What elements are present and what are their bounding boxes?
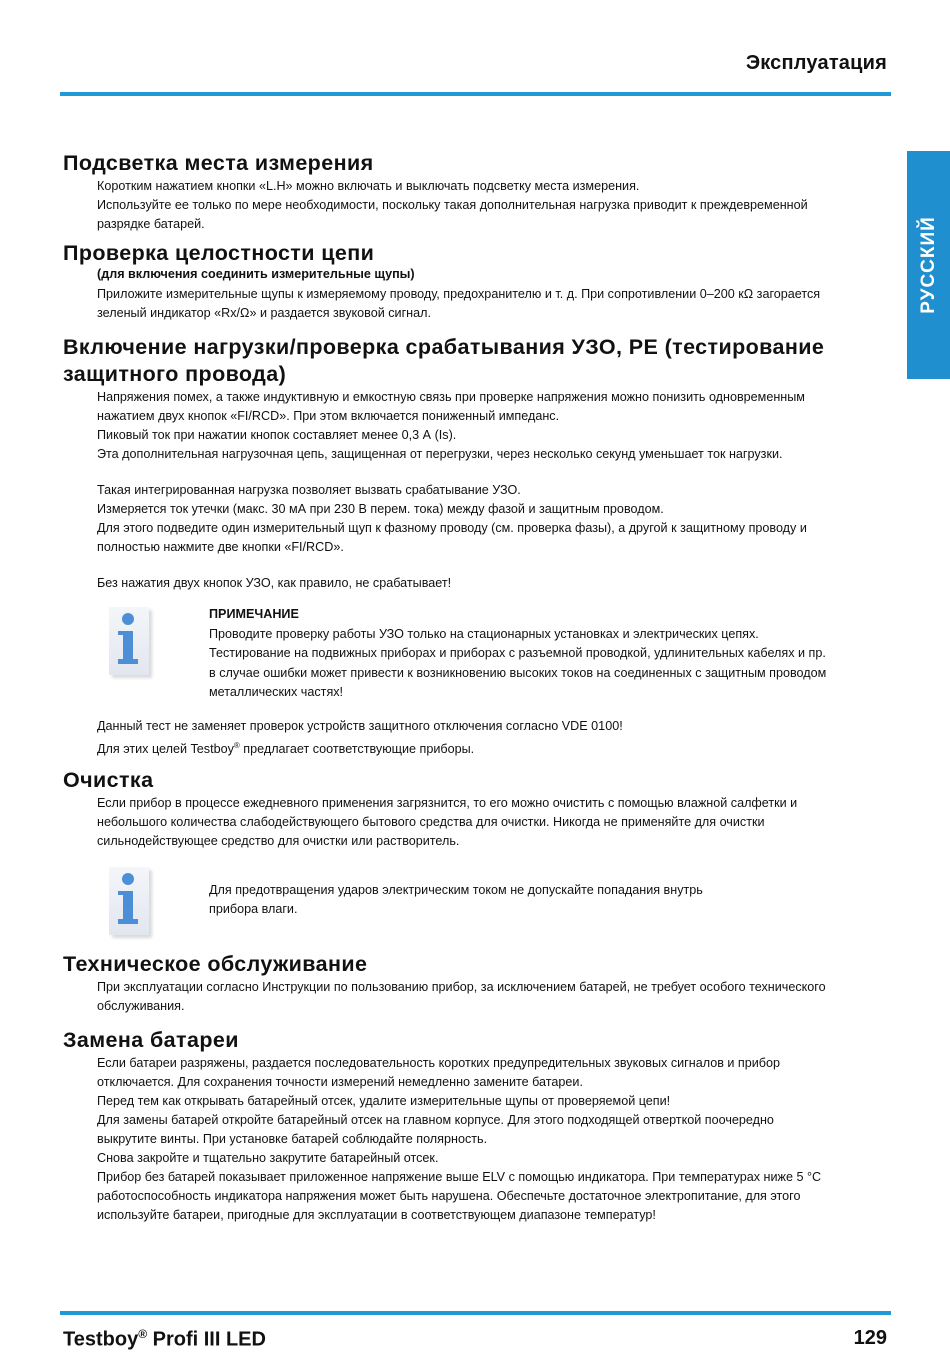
note-line: металлических частях! xyxy=(209,685,344,699)
section-body-rcd-end xyxy=(97,717,893,759)
paragraph-line: Если батареи разряжены, раздается последовательность коротких предупредительных звуковых сигналов и прибор xyxy=(97,1055,780,1070)
note-title: ПРИМЕЧАНИЕ xyxy=(209,607,299,621)
note-block-cleaning xyxy=(109,865,893,935)
section-heading-cleaning: Очистка xyxy=(63,767,154,792)
paragraph-line: обслуживания. xyxy=(97,998,185,1013)
paragraph-line: Для замены батарей откройте батарейный отсек на главном корпусе. Для этого подходящей отверткой поочередно xyxy=(97,1112,774,1127)
note-line: Проводите проверку работы УЗО только на стационарных установках и электрических цепях. xyxy=(209,626,759,641)
paragraph-line: сильнодействующее средство для очистки или растворитель. xyxy=(97,833,460,848)
paragraph-line: Эта дополнительная нагрузочная цепь, защищенная от перегрузки, через несколько секунд уменьшает ток нагрузки. xyxy=(97,447,783,461)
paragraph-line: При эксплуатации согласно Инструкции по пользованию прибор, за исключением батарей, не требует особого технического xyxy=(97,979,826,994)
section-heading-rcd-line2: защитного провода) xyxy=(63,362,287,386)
section-body-battery xyxy=(97,1054,893,1225)
section-body-maintenance xyxy=(97,978,893,1016)
page-number: 129 xyxy=(853,1327,887,1349)
note-text xyxy=(209,605,826,703)
paragraph-line: Пиковый ток при нажатии кнопок составляет менее 0,3 А (Is). xyxy=(97,428,457,442)
paragraph-line: Используйте ее только по мере необходимости, поскольку такая дополнительная нагрузка приводит к преждевременной xyxy=(97,198,808,212)
paragraph-line: нажатием двух кнопок «FI/RCD». При этом включается пониженный импеданс. xyxy=(97,409,560,423)
paragraph-line: используйте батареи, пригодные для эксплуатации в соответствующем диапазоне температур! xyxy=(97,1207,656,1222)
section-heading-backlight: Подсветка места измерения xyxy=(63,151,374,175)
section-heading-rcd-line1: Включение нагрузки/проверка срабатывания УЗО, PE (тестирование xyxy=(63,335,825,359)
footer-brand: Testboy xyxy=(63,1328,139,1351)
text-part: Для этих целей Testboy xyxy=(97,741,234,756)
section-body-continuity xyxy=(97,267,893,323)
paragraph-line: Измеряется ток утечки (макс. 30 мА при 230 В перем. тока) между фазой и защитным проводом. xyxy=(97,502,664,516)
section-subheading: (для включения соединить измерительные щупы) xyxy=(97,267,415,281)
note-line: Тестирование на подвижных приборах и приборах с разъемной проводкой, удлинительных кабелях и пр. xyxy=(209,646,826,660)
paragraph-line: разрядке батарей. xyxy=(97,217,205,231)
footer-product xyxy=(63,1327,266,1352)
paragraph-line: Перед тем как открывать батарейный отсек, удалите измерительные щупы от проверяемой цепи! xyxy=(97,1093,671,1108)
paragraph-line: полностью нажмите две кнопки «FI/RCD». xyxy=(97,540,344,554)
section-heading-battery: Замена батареи xyxy=(63,1027,239,1052)
info-icon xyxy=(109,607,149,675)
section-heading-continuity: Проверка целостности цепи xyxy=(63,241,375,265)
note-block-rcd xyxy=(109,605,893,703)
paragraph-line: Напряжения помех, а также индуктивную и емкостную связь при проверке напряжения можно понизить одновременным xyxy=(97,390,805,404)
paragraph-line: Снова закройте и тщательно закрутите батарейный отсек. xyxy=(97,1150,439,1165)
section-heading-maintenance: Техническое обслуживание xyxy=(63,951,368,976)
paragraph-line: Коротким нажатием кнопки «L.H» можно включать и выключать подсветку места измерения. xyxy=(97,179,640,193)
paragraph-gap xyxy=(97,557,893,574)
paragraph-line: отключается. Для сохранения точности измерений немедленно замените батареи. xyxy=(97,1074,583,1089)
paragraph-line: Приложите измерительные щупы к измеряемому проводу, предохранителю и т. д. При сопротивлении 0–200 кΩ загорается xyxy=(97,287,821,301)
paragraph-line: зеленый индикатор «Rx/Ω» и раздается звуковой сигнал. xyxy=(97,306,431,320)
note-line: Для предотвращения ударов электрическим током не допускайте попадания внутрь xyxy=(209,882,703,897)
paragraph-line: Для этого подведите один измерительный щуп к фазному проводу (см. проверка фазы), а другой к защитному проводу и xyxy=(97,521,807,535)
section-body-rcd xyxy=(97,388,893,593)
paragraph-gap xyxy=(97,464,893,481)
note-line: в случае ошибки может привести к возникновению высоких токов на соединенных с защитным проводом xyxy=(209,665,827,680)
paragraph-line: небольшого количества слабодействующего бытового средства для очистки. Никогда не применяйте для очистки xyxy=(97,814,765,829)
section-body-cleaning xyxy=(97,794,893,851)
paragraph-line: Прибор без батарей показывает приложенное напряжение выше ELV с помощью индикатора. При температурах ниже 5 °C xyxy=(97,1169,822,1184)
text-part: предлагает соответствующие приборы. xyxy=(239,741,475,756)
section-body-backlight xyxy=(97,177,893,234)
paragraph-line: Данный тест не заменяет проверок устройств защитного отключения согласно VDE 0100! xyxy=(97,718,623,733)
note-line: прибора влаги. xyxy=(209,902,298,917)
paragraph-line-testboy xyxy=(97,736,893,759)
paragraph-line: выкрутите винты. При установке батарей соблюдайте полярность. xyxy=(97,1131,488,1146)
header-rule xyxy=(60,92,891,96)
page-header-title: Эксплуатация xyxy=(745,52,887,74)
language-tab-label: РУССКИЙ xyxy=(917,216,939,314)
paragraph-line: работоспособность индикатора напряжения может быть нарушена. Обеспечьте достаточное электропитание, для этого xyxy=(97,1188,801,1203)
info-icon xyxy=(109,867,149,935)
footer-model: Profi III LED xyxy=(147,1328,266,1351)
paragraph-line: Такая интегрированная нагрузка позволяет вызвать срабатывание УЗО. xyxy=(97,483,521,497)
registered-mark: ® xyxy=(233,740,240,750)
page-content xyxy=(63,150,893,1225)
footer-registered-mark: ® xyxy=(138,1327,148,1341)
footer-rule xyxy=(60,1311,891,1315)
note-text xyxy=(209,865,703,935)
language-tab xyxy=(907,151,950,379)
paragraph-line: Если прибор в процессе ежедневного применения загрязнится, то его можно очистить с помощью влажной салфетки и xyxy=(97,795,798,810)
paragraph-line: Без нажатия двух кнопок УЗО, как правило, не срабатывает! xyxy=(97,576,452,590)
